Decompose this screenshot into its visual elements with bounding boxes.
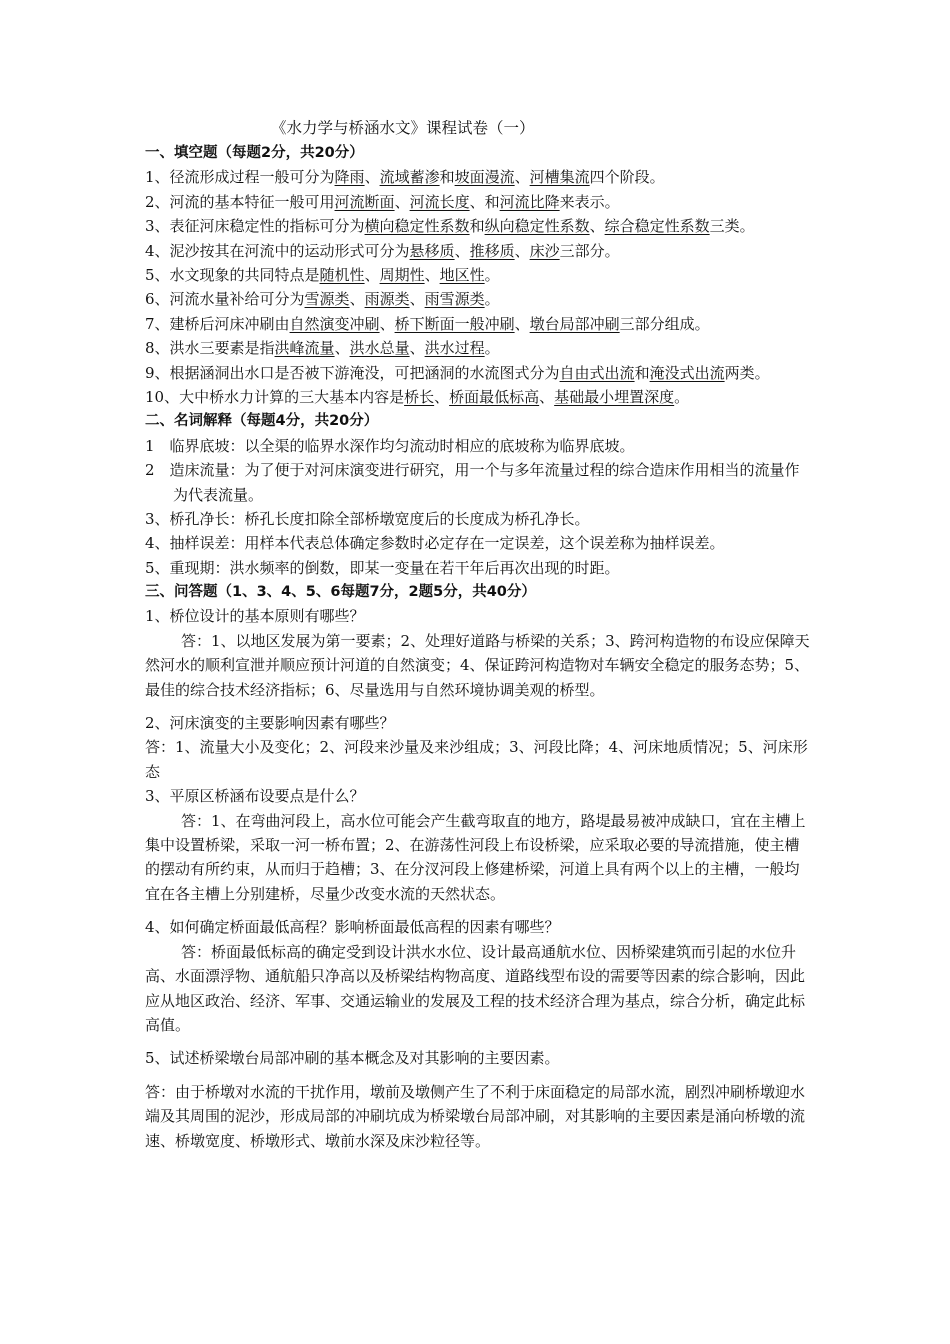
fill-item-6: 6、河流水量补给可分为雪源类、雨源类、雨雪源类。 (145, 290, 500, 309)
answer-2: 答：1、流量大小及变化；2、河段来沙量及来沙组成；3、河段比降；4、河床地质情况；5、河床形态 (145, 738, 808, 781)
exam-title: 《水力学与桥涵水文》课程试卷（一） (271, 119, 535, 137)
fill-item-9: 9、根据涵洞出水口是否被下游淹没，可把涵洞的水流图式分为自由式出流和淹没式出流两类。 (145, 363, 770, 382)
fill-item-5: 5、水文现象的共同特点是随机性、周期性、地区性。 (145, 265, 500, 284)
fill-item-3: 3、表征河床稳定性的指标可分为横向稳定性系数和纵向稳定性系数、综合稳定性系数三类。 (145, 217, 755, 236)
term-item-1: 1 临界底坡：以全渠的临界水深作均匀流动时相应的底坡称为临界底坡。 (145, 436, 635, 455)
question-1: 1、桥位设计的基本原则有哪些？ (145, 607, 365, 626)
fill-item-4: 4、泥沙按其在河流中的运动形式可分为悬移质、推移质、床沙三部分。 (145, 241, 620, 260)
question-2: 2、河床演变的主要影响因素有哪些？ (145, 714, 395, 733)
fill-item-1: 1、径流形成过程一般可分为降雨、流域蓄渗和坡面漫流、河槽集流四个阶段。 (145, 168, 665, 187)
fill-item-10: 10、大中桥水力计算的三大基本内容是桥长、桥面最低标高、基础最小埋置深度。 (145, 387, 690, 406)
answer-1: 答：1、以地区发展为第一要素；2、处理好道路与桥梁的关系；3、跨河构造物的布设应保障天然河水的顺利宣泄并顺应预计河道的自然演变；4、保证跨河构造物对车辆安全稳定的服务态势；5、最佳的综合技术经济指标；6、尽量选用与自然环境协调美观的桥型。 (145, 631, 810, 699)
exam-body (145, 141, 813, 1153)
section2-heading: 二、名词解释（每题4分，共20分） (145, 413, 379, 430)
answer-5: 答：由于桥墩对水流的干扰作用，墩前及墩侧产生了不利于床面稳定的局部水流，剧烈冲刷桥墩迎水端及其周围的泥沙，形成局部的冲刷坑成为桥梁墩台局部冲刷，对其影响的主要因素是涌向桥墩的流速、桥墩宽度、桥墩形式、墩前水深及床沙粒径等。 (145, 1082, 806, 1150)
term-item-3: 3、桥孔净长：桥孔长度扣除全部桥墩宽度后的长度成为桥孔净长。 (145, 509, 590, 528)
term-item-2: 2 造床流量：为了便于对河床演变进行研究，用一个与多年流量过程的综合造床作用相当的流量作为代表流量。 (145, 461, 800, 504)
term-item-5: 5、重现期：洪水频率的倒数，即某一变量在若干年后再次出现的时距。 (145, 558, 620, 577)
answer-3: 答：1、在弯曲河段上，高水位可能会产生截弯取直的地方，路堤最易被冲成缺口，宜在主槽上集中设置桥梁，采取一河一桥布置；2、在游荡性河段上布设桥梁，应采取必要的导流措施，使主槽的摆动有所约束，从而归于趋槽；3、在分汊河段上修建桥梁，河道上具有两个以上的主槽，一般均宜在各主槽上分别建桥，尽量少改变水流的天然状态。 (145, 811, 806, 903)
section1-heading: 一、填空题（每题2分，共20分） (145, 145, 364, 161)
fill-item-8: 8、洪水三要素是指洪峰流量、洪水总量、洪水过程。 (145, 339, 500, 358)
question-3: 3、平原区桥涵布设要点是什么？ (145, 787, 365, 806)
fill-item-7: 7、建桥后河床冲刷由自然演变冲刷、桥下断面一般冲刷、墩台局部冲刷三部分组成。 (145, 314, 710, 333)
answer-4: 答：桥面最低标高的确定受到设计洪水水位、设计最高通航水位、因桥梁建筑而引起的水位升高、水面漂浮物、通航船只净高以及桥梁结构物高度、道路线型布设的需要等因素的综合影响，因此应从地区政治、经济、军事、交通运输业的发展及工程的技术经济合理为基点，综合分析，确定此标高值。 (145, 942, 806, 1034)
question-4: 4、如何确定桥面最低高程？影响桥面最低高程的因素有哪些？ (145, 918, 560, 937)
section3-heading: 三、问答题（1、3、4、5、6每题7分，2题5分，共40分） (145, 584, 536, 601)
fill-item-2: 2、河流的基本特征一般可用河流断面、河流长度、和河流比降来表示。 (145, 192, 620, 211)
question-5: 5、试述桥梁墩台局部冲刷的基本概念及对其影响的主要因素。 (145, 1049, 560, 1068)
term-item-4: 4、抽样误差：用样本代表总体确定参数时必定存在一定误差，这个误差称为抽样误差。 (145, 534, 725, 553)
